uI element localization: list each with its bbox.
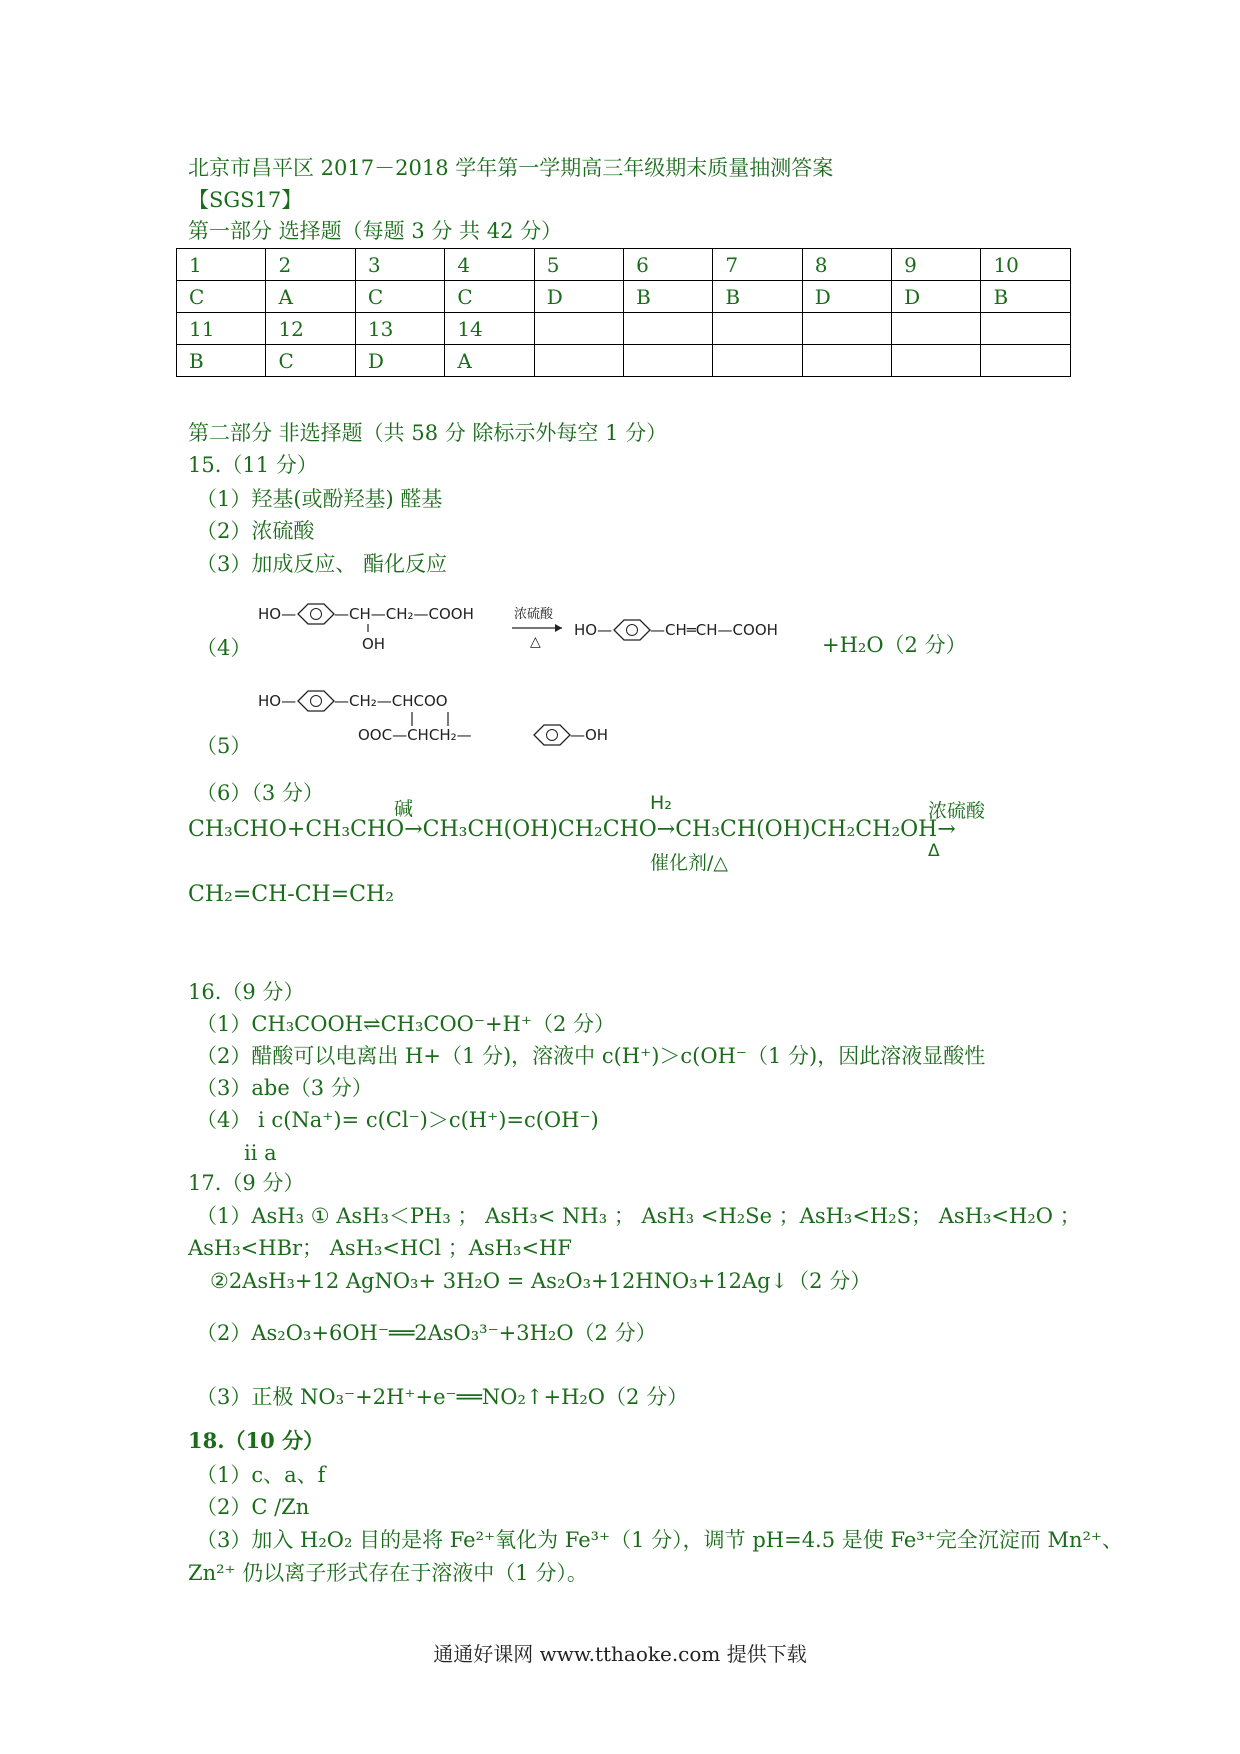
answer-row [177, 281, 1071, 313]
q15-answer-3: （3）加成反应、 酯化反应 [196, 552, 448, 576]
q15-answer-2: （2）浓硫酸 [196, 519, 315, 543]
reactant-oh: OH [362, 635, 386, 653]
answer-cell: 4 [445, 249, 534, 281]
answer-cell [713, 313, 802, 345]
answer-cell [892, 313, 981, 345]
q15-answer-5-label: （5） [196, 734, 252, 758]
page-title: 北京市昌平区 2017－2018 学年第一学期高三年级期末质量抽测答案 [188, 156, 834, 180]
product-ho: HO— [574, 621, 613, 639]
product-chain: —CH═CH—COOH [650, 621, 778, 639]
answer-cell: C [266, 345, 355, 377]
q16-answer-4ii: ⅱ a [244, 1141, 277, 1165]
reaction-arrow [510, 604, 566, 654]
answer-cell: 2 [266, 249, 355, 281]
a6-reagent-acid: 浓硫酸 [928, 800, 986, 822]
q18-heading: 18.（10 分） [188, 1428, 325, 1453]
answer-cell [802, 313, 891, 345]
a6-reagent-h2: H₂ [650, 792, 672, 814]
q16-answer-3: （3）abe（3 分） [196, 1076, 373, 1100]
answer-cell: 12 [266, 313, 355, 345]
q17-answer-2: （2）As₂O₃+6OH⁻══2AsO₃³⁻+3H₂O（2 分） [196, 1321, 657, 1345]
ring-circle-icon [311, 696, 322, 707]
answer-cell: A [445, 345, 534, 377]
arrow-reagent: 浓硫酸 [514, 607, 554, 622]
reactant-structure [258, 594, 518, 654]
answer-cell [534, 345, 623, 377]
answer-cell: D [355, 345, 444, 377]
q16-heading: 16.（9 分） [188, 980, 305, 1004]
q15-answer-1: （1）羟基(或酚羟基) 醛基 [196, 487, 443, 511]
answer-cell: 1 [177, 249, 266, 281]
product-structure [574, 614, 814, 654]
a6-product: CH₂=CH-CH=CH₂ [188, 882, 395, 907]
q17-heading: 17.（9 分） [188, 1171, 305, 1195]
answer-cell: C [445, 281, 534, 313]
answer-cell [624, 313, 713, 345]
answer-cell: B [624, 281, 713, 313]
answer-cell [534, 313, 623, 345]
q18-answer-1: （1）c、a、f [196, 1463, 326, 1487]
answer-cell: D [802, 281, 891, 313]
answer-cell: 3 [355, 249, 444, 281]
ester-bottom-chain: OOC—CHCH₂— [358, 726, 472, 744]
q15-answer-4-label: （4） [196, 636, 252, 660]
q16-answer-4i: （4） ⅰ c(Na⁺)= c(Cl⁻)＞c(H⁺)=c(OH⁻) [196, 1108, 599, 1132]
reactant-chain: —CH—CH₂—COOH [334, 605, 474, 623]
answer-cell: 8 [802, 249, 891, 281]
ring-circle-icon [311, 609, 322, 620]
ring-circle-icon [627, 625, 638, 636]
arrow-condition: △ [530, 634, 541, 650]
answer-cell [802, 345, 891, 377]
ring-circle-icon [547, 730, 558, 741]
answer-cell [981, 313, 1071, 345]
answer-row [177, 249, 1071, 281]
q18-answer-3: （3）加入 H₂O₂ 目的是将 Fe²⁺氧化为 Fe³⁺（1 分），调节 pH=4.5 是使 Fe³⁺完全沉淀而 Mn²⁺、 [196, 1528, 1124, 1552]
answer-row [177, 345, 1071, 377]
answer-cell: 9 [892, 249, 981, 281]
answer-cell: 10 [981, 249, 1071, 281]
ester-structure [258, 682, 618, 760]
doc-code: 【SGS17】 [188, 188, 303, 212]
q17-answer-1c: ②2AsH₃+12 AgNO₃+ 3H₂O = As₂O₃+12HNO₃+12Ag↓（2 分） [210, 1269, 872, 1293]
benzene-ring-icon [614, 620, 650, 640]
a6-catalyst: 催化剂/△ [650, 852, 729, 874]
ester-top-chain: —CH₂—CHCOO [334, 692, 448, 710]
answer-cell: B [713, 281, 802, 313]
answer-cell: A [266, 281, 355, 313]
q15-heading: 15.（11 分） [188, 453, 318, 477]
answer-cell [981, 345, 1071, 377]
answer-cell: D [892, 281, 981, 313]
answer-cell: B [981, 281, 1071, 313]
answer-cell: 5 [534, 249, 623, 281]
answer-cell [624, 345, 713, 377]
q16-answer-2: （2）醋酸可以电离出 H+（1 分)，溶液中 c(H⁺)＞c(OH⁻（1 分)，因此溶液显酸性 [196, 1044, 986, 1068]
answer-cell: 7 [713, 249, 802, 281]
q17-answer-1b: AsH₃<HBr； AsH₃<HCl ；AsH₃<HF [188, 1236, 572, 1260]
q17-answer-3: （3）正极 NO₃⁻+2H⁺+e⁻══NO₂↑+H₂O（2 分） [196, 1385, 689, 1409]
answer-row [177, 313, 1071, 345]
ester-bottom-oh: —OH [570, 726, 609, 744]
arrow-head-icon [555, 624, 562, 632]
answer-cell [892, 345, 981, 377]
answer-cell [713, 345, 802, 377]
benzene-ring-icon [298, 604, 334, 624]
answer-cell: C [355, 281, 444, 313]
q16-answer-1: （1）CH₃COOH⇌CH₃COO⁻+H⁺（2 分） [196, 1012, 615, 1036]
answer-cell: B [177, 345, 266, 377]
part2-heading: 第二部分 非选择题（共 58 分 除标示外每空 1 分） [188, 421, 668, 445]
a6-reaction-line: CH₃CHO+CH₃CHO→CH₃CH(OH)CH₂CHO→CH₃CH(OH)CH₂CH₂OH→ [188, 817, 956, 842]
q15-answer-6-heading: （6）（3 分） [196, 781, 324, 805]
answer-cell: 11 [177, 313, 266, 345]
answer-cell: 14 [445, 313, 534, 345]
a6-reagent-base: 碱 [394, 798, 414, 820]
q17-answer-1: （1）AsH₃ ① AsH₃＜PH₃ ； AsH₃< NH₃ ； AsH₃ <H₂Se ；AsH₃<H₂S； AsH₃<H₂O ； [196, 1204, 1081, 1228]
a6-heat: Δ [928, 841, 940, 861]
benzene-ring-icon [298, 691, 334, 711]
part1-heading: 第一部分 选择题（每题 3 分 共 42 分） [188, 219, 563, 243]
footer-credit: 通通好课网 www.tthaoke.com 提供下载 [433, 1642, 807, 1666]
answer-cell: 6 [624, 249, 713, 281]
reactant-ho: HO— [258, 605, 297, 623]
q18-answer-3b: Zn²⁺ 仍以离子形式存在于溶液中（1 分）。 [188, 1561, 588, 1585]
benzene-ring-icon [534, 725, 570, 745]
q18-answer-2: （2）C /Zn [196, 1495, 310, 1519]
q15-answer-4-tail: +H₂O（2 分） [822, 633, 967, 657]
answer-table [176, 248, 1071, 377]
answer-cell: 13 [355, 313, 444, 345]
answer-cell: D [534, 281, 623, 313]
answer-cell: C [177, 281, 266, 313]
ester-top-ho: HO— [258, 692, 297, 710]
